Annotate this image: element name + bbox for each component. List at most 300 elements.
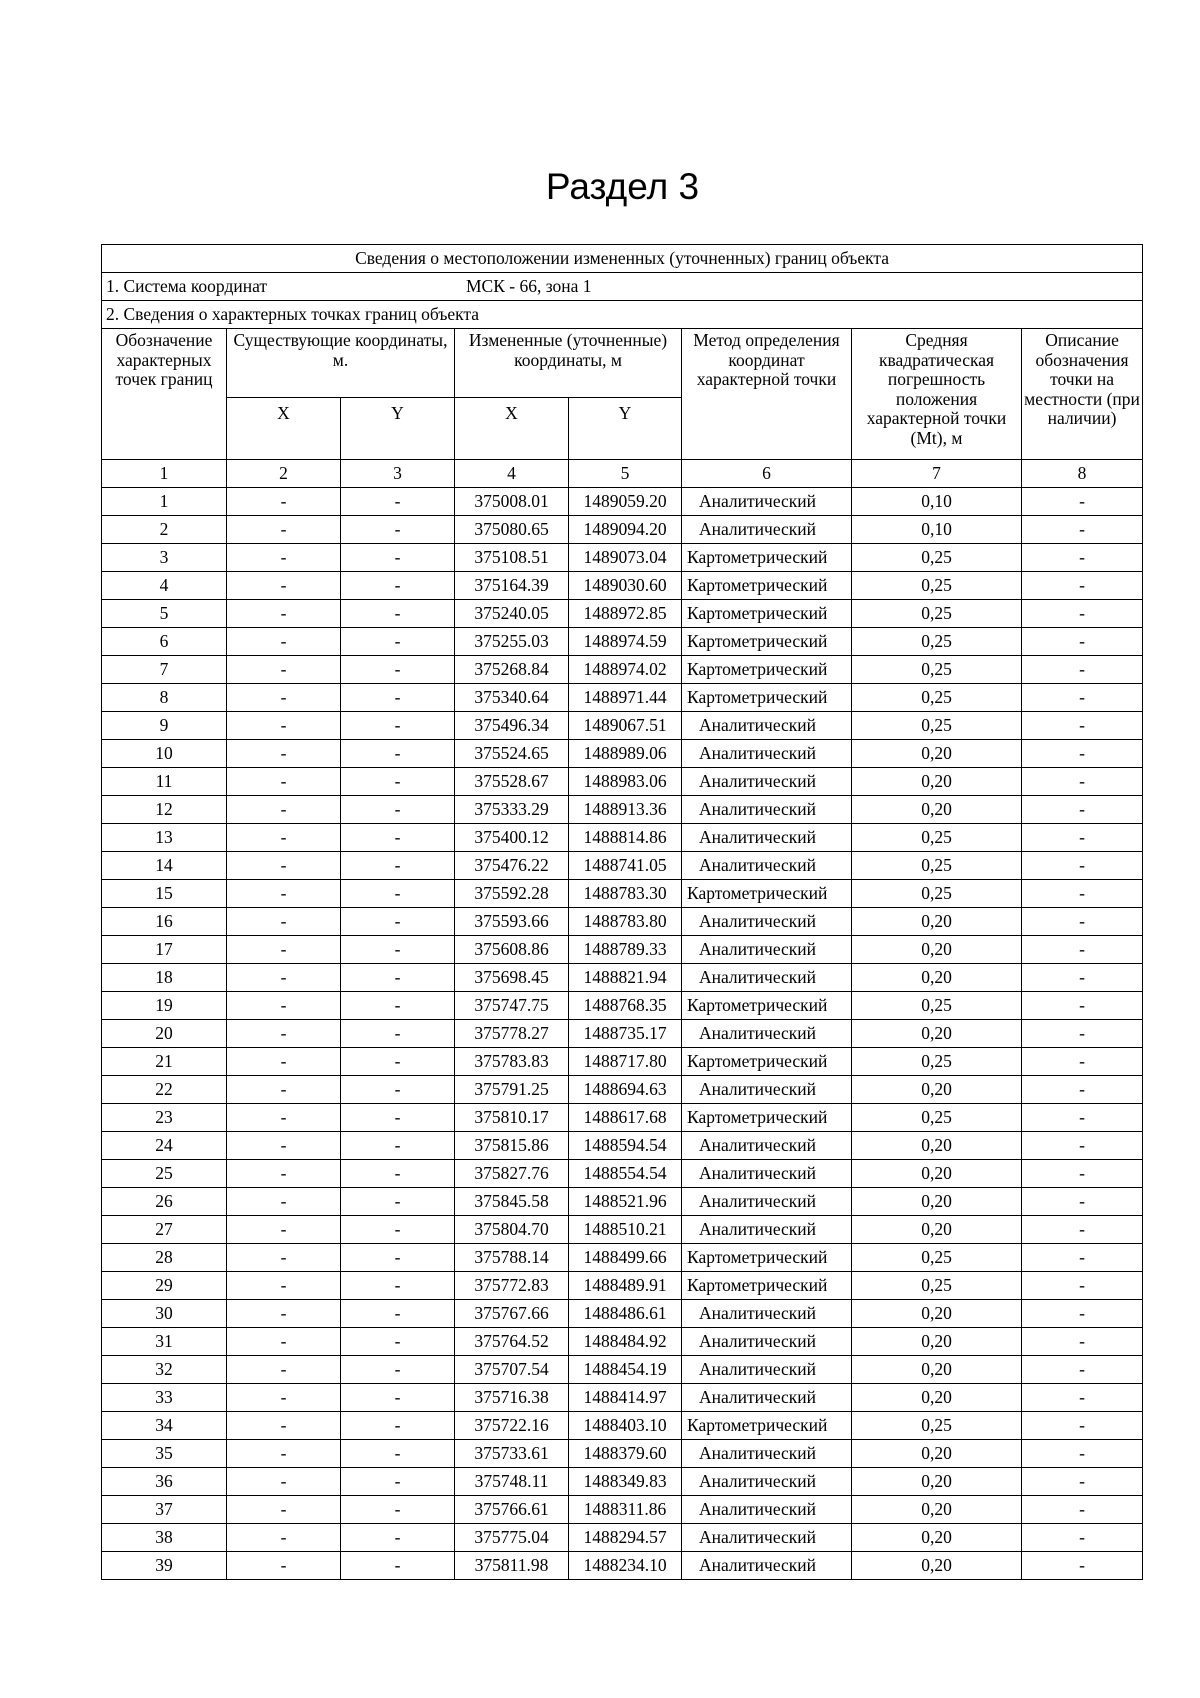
method: Аналитический xyxy=(682,516,852,544)
table-row xyxy=(102,1188,1143,1216)
point-description: - xyxy=(1022,1160,1143,1188)
existing-x: - xyxy=(227,1552,341,1580)
method: Картометрический xyxy=(682,684,852,712)
changed-y: 1488694.63 xyxy=(569,1076,682,1104)
changed-y: 1488414.97 xyxy=(569,1384,682,1412)
changed-x: 375476.22 xyxy=(455,852,569,880)
method: Аналитический xyxy=(682,908,852,936)
changed-y: 1488768.35 xyxy=(569,992,682,1020)
mean-error: 0,20 xyxy=(852,1132,1022,1160)
existing-y: - xyxy=(341,992,455,1020)
point-number: 34 xyxy=(102,1412,227,1440)
existing-y: - xyxy=(341,852,455,880)
table-row xyxy=(102,1496,1143,1524)
changed-x: 375268.84 xyxy=(455,656,569,684)
column-number: 7 xyxy=(852,460,1022,488)
table-row xyxy=(102,1552,1143,1580)
changed-x: 375788.14 xyxy=(455,1244,569,1272)
existing-x: - xyxy=(227,1412,341,1440)
changed-x: 375608.86 xyxy=(455,936,569,964)
existing-x: - xyxy=(227,1328,341,1356)
existing-x: - xyxy=(227,656,341,684)
existing-y: - xyxy=(341,712,455,740)
header-changed-y: Y xyxy=(569,398,682,460)
method: Аналитический xyxy=(682,796,852,824)
method: Аналитический xyxy=(682,824,852,852)
method: Аналитический xyxy=(682,852,852,880)
point-number: 27 xyxy=(102,1216,227,1244)
changed-y: 1489067.51 xyxy=(569,712,682,740)
point-description: - xyxy=(1022,1020,1143,1048)
table-row xyxy=(102,1160,1143,1188)
point-description: - xyxy=(1022,908,1143,936)
changed-y: 1488989.06 xyxy=(569,740,682,768)
existing-x: - xyxy=(227,1300,341,1328)
existing-y: - xyxy=(341,1104,455,1132)
mean-error: 0,25 xyxy=(852,1104,1022,1132)
existing-x: - xyxy=(227,1244,341,1272)
changed-x: 375593.66 xyxy=(455,908,569,936)
table-row xyxy=(102,628,1143,656)
method: Картометрический xyxy=(682,600,852,628)
point-description: - xyxy=(1022,992,1143,1020)
changed-y: 1489073.04 xyxy=(569,544,682,572)
existing-y: - xyxy=(341,488,455,516)
existing-x: - xyxy=(227,1272,341,1300)
coord-system-value: МСК - 66, зона 1 xyxy=(466,276,592,296)
method: Аналитический xyxy=(682,1188,852,1216)
mean-error: 0,20 xyxy=(852,1160,1022,1188)
method: Картометрический xyxy=(682,992,852,1020)
existing-x: - xyxy=(227,740,341,768)
point-description: - xyxy=(1022,1244,1143,1272)
existing-y: - xyxy=(341,880,455,908)
changed-x: 375845.58 xyxy=(455,1188,569,1216)
changed-x: 375496.34 xyxy=(455,712,569,740)
point-description: - xyxy=(1022,1104,1143,1132)
existing-x: - xyxy=(227,1384,341,1412)
changed-y: 1488499.66 xyxy=(569,1244,682,1272)
method: Аналитический xyxy=(682,1468,852,1496)
mean-error: 0,20 xyxy=(852,1020,1022,1048)
method: Аналитический xyxy=(682,1076,852,1104)
changed-x: 375764.52 xyxy=(455,1328,569,1356)
changed-y: 1488783.80 xyxy=(569,908,682,936)
point-number: 22 xyxy=(102,1076,227,1104)
point-number: 33 xyxy=(102,1384,227,1412)
changed-y: 1488349.83 xyxy=(569,1468,682,1496)
method: Аналитический xyxy=(682,1356,852,1384)
table-row xyxy=(102,992,1143,1020)
changed-x: 375255.03 xyxy=(455,628,569,656)
existing-x: - xyxy=(227,852,341,880)
method: Аналитический xyxy=(682,1496,852,1524)
point-description: - xyxy=(1022,1440,1143,1468)
point-description: - xyxy=(1022,1216,1143,1244)
point-number: 38 xyxy=(102,1524,227,1552)
existing-y: - xyxy=(341,656,455,684)
existing-y: - xyxy=(341,1468,455,1496)
coord-system-label: 1. Система координат xyxy=(106,276,268,296)
existing-x: - xyxy=(227,908,341,936)
mean-error: 0,20 xyxy=(852,936,1022,964)
point-number: 8 xyxy=(102,684,227,712)
existing-y: - xyxy=(341,684,455,712)
mean-error: 0,25 xyxy=(852,656,1022,684)
table-row xyxy=(102,768,1143,796)
mean-error: 0,25 xyxy=(852,628,1022,656)
changed-x: 375716.38 xyxy=(455,1384,569,1412)
mean-error: 0,10 xyxy=(852,516,1022,544)
point-number: 35 xyxy=(102,1440,227,1468)
method: Аналитический xyxy=(682,936,852,964)
changed-y: 1488913.36 xyxy=(569,796,682,824)
point-number: 32 xyxy=(102,1356,227,1384)
existing-x: - xyxy=(227,880,341,908)
table-row xyxy=(102,1020,1143,1048)
point-description: - xyxy=(1022,1496,1143,1524)
existing-y: - xyxy=(341,768,455,796)
changed-x: 375747.75 xyxy=(455,992,569,1020)
existing-x: - xyxy=(227,796,341,824)
changed-y: 1488983.06 xyxy=(569,768,682,796)
point-description: - xyxy=(1022,740,1143,768)
point-number: 23 xyxy=(102,1104,227,1132)
table-row xyxy=(102,712,1143,740)
point-number: 10 xyxy=(102,740,227,768)
point-description: - xyxy=(1022,544,1143,572)
changed-x: 375108.51 xyxy=(455,544,569,572)
existing-x: - xyxy=(227,1160,341,1188)
existing-y: - xyxy=(341,1440,455,1468)
existing-x: - xyxy=(227,1048,341,1076)
method: Аналитический xyxy=(682,1384,852,1412)
coord-system-row xyxy=(102,273,1143,301)
point-number: 2 xyxy=(102,516,227,544)
table-row xyxy=(102,1300,1143,1328)
changed-y: 1488814.86 xyxy=(569,824,682,852)
page-title: Раздел 3 xyxy=(545,166,700,207)
changed-x: 375400.12 xyxy=(455,824,569,852)
changed-y: 1488510.21 xyxy=(569,1216,682,1244)
method: Картометрический xyxy=(682,880,852,908)
point-description: - xyxy=(1022,684,1143,712)
table-row xyxy=(102,1132,1143,1160)
point-description: - xyxy=(1022,936,1143,964)
column-number: 1 xyxy=(102,460,227,488)
table-row xyxy=(102,684,1143,712)
existing-y: - xyxy=(341,1300,455,1328)
point-description: - xyxy=(1022,768,1143,796)
point-number: 9 xyxy=(102,712,227,740)
mean-error: 0,20 xyxy=(852,964,1022,992)
point-description: - xyxy=(1022,824,1143,852)
mean-error: 0,20 xyxy=(852,1496,1022,1524)
changed-x: 375804.70 xyxy=(455,1216,569,1244)
point-number: 31 xyxy=(102,1328,227,1356)
column-number: 5 xyxy=(569,460,682,488)
existing-x: - xyxy=(227,1132,341,1160)
point-description: - xyxy=(1022,964,1143,992)
point-description: - xyxy=(1022,1468,1143,1496)
changed-x: 375080.65 xyxy=(455,516,569,544)
changed-y: 1488489.91 xyxy=(569,1272,682,1300)
existing-x: - xyxy=(227,1468,341,1496)
point-description: - xyxy=(1022,852,1143,880)
point-description: - xyxy=(1022,1048,1143,1076)
point-description: - xyxy=(1022,880,1143,908)
point-number: 36 xyxy=(102,1468,227,1496)
existing-y: - xyxy=(341,1160,455,1188)
changed-y: 1488379.60 xyxy=(569,1440,682,1468)
changed-y: 1488617.68 xyxy=(569,1104,682,1132)
changed-y: 1488821.94 xyxy=(569,964,682,992)
table-row xyxy=(102,964,1143,992)
existing-x: - xyxy=(227,488,341,516)
mean-error: 0,20 xyxy=(852,1524,1022,1552)
point-number: 4 xyxy=(102,572,227,600)
changed-y: 1488311.86 xyxy=(569,1496,682,1524)
existing-x: - xyxy=(227,516,341,544)
mean-error: 0,20 xyxy=(852,796,1022,824)
existing-y: - xyxy=(341,1132,455,1160)
column-number: 8 xyxy=(1022,460,1143,488)
header-description: Описание обозначения точки на местности (при наличии) xyxy=(1022,329,1143,460)
method: Аналитический xyxy=(682,1328,852,1356)
point-number: 19 xyxy=(102,992,227,1020)
changed-y: 1488234.10 xyxy=(569,1552,682,1580)
table-row xyxy=(102,1104,1143,1132)
existing-y: - xyxy=(341,628,455,656)
existing-y: - xyxy=(341,908,455,936)
mean-error: 0,25 xyxy=(852,880,1022,908)
mean-error: 0,25 xyxy=(852,1272,1022,1300)
table-row xyxy=(102,600,1143,628)
existing-x: - xyxy=(227,936,341,964)
existing-x: - xyxy=(227,600,341,628)
method: Картометрический xyxy=(682,1412,852,1440)
changed-y: 1488484.92 xyxy=(569,1328,682,1356)
existing-y: - xyxy=(341,1412,455,1440)
existing-y: - xyxy=(341,824,455,852)
changed-y: 1488486.61 xyxy=(569,1300,682,1328)
point-number: 15 xyxy=(102,880,227,908)
point-description: - xyxy=(1022,488,1143,516)
mean-error: 0,20 xyxy=(852,1468,1022,1496)
method: Аналитический xyxy=(682,1020,852,1048)
mean-error: 0,25 xyxy=(852,1244,1022,1272)
table-row xyxy=(102,488,1143,516)
existing-y: - xyxy=(341,544,455,572)
method: Аналитический xyxy=(682,1216,852,1244)
header-designation: Обозначение характерных точек границ xyxy=(102,329,227,460)
existing-y: - xyxy=(341,516,455,544)
method: Картометрический xyxy=(682,544,852,572)
changed-y: 1488454.19 xyxy=(569,1356,682,1384)
changed-x: 375333.29 xyxy=(455,796,569,824)
method: Картометрический xyxy=(682,1048,852,1076)
column-number: 2 xyxy=(227,460,341,488)
method: Картометрический xyxy=(682,1104,852,1132)
header-changed-coords: Измененные (уточненные) координаты, м xyxy=(455,329,682,398)
changed-x: 375766.61 xyxy=(455,1496,569,1524)
existing-x: - xyxy=(227,684,341,712)
header-existing-x: X xyxy=(227,398,341,460)
mean-error: 0,25 xyxy=(852,544,1022,572)
existing-x: - xyxy=(227,572,341,600)
changed-y: 1488735.17 xyxy=(569,1020,682,1048)
method: Аналитический xyxy=(682,488,852,516)
point-description: - xyxy=(1022,1328,1143,1356)
method: Аналитический xyxy=(682,1524,852,1552)
existing-x: - xyxy=(227,1188,341,1216)
existing-y: - xyxy=(341,936,455,964)
changed-x: 375707.54 xyxy=(455,1356,569,1384)
table-row xyxy=(102,1328,1143,1356)
changed-y: 1488789.33 xyxy=(569,936,682,964)
point-number: 37 xyxy=(102,1496,227,1524)
existing-y: - xyxy=(341,1272,455,1300)
header-method: Метод определения координат характерной точки xyxy=(682,329,852,460)
mean-error: 0,20 xyxy=(852,1188,1022,1216)
table-row xyxy=(102,908,1143,936)
column-number: 6 xyxy=(682,460,852,488)
existing-y: - xyxy=(341,1020,455,1048)
existing-y: - xyxy=(341,1552,455,1580)
existing-y: - xyxy=(341,1244,455,1272)
existing-x: - xyxy=(227,1440,341,1468)
table-row xyxy=(102,796,1143,824)
existing-x: - xyxy=(227,544,341,572)
mean-error: 0,25 xyxy=(852,1412,1022,1440)
existing-y: - xyxy=(341,1524,455,1552)
mean-error: 0,20 xyxy=(852,1216,1022,1244)
changed-x: 375772.83 xyxy=(455,1272,569,1300)
point-number: 16 xyxy=(102,908,227,936)
changed-x: 375340.64 xyxy=(455,684,569,712)
table-row xyxy=(102,1272,1143,1300)
column-number: 3 xyxy=(341,460,455,488)
point-description: - xyxy=(1022,516,1143,544)
mean-error: 0,25 xyxy=(852,600,1022,628)
point-number: 3 xyxy=(102,544,227,572)
existing-y: - xyxy=(341,1356,455,1384)
mean-error: 0,25 xyxy=(852,684,1022,712)
point-number: 14 xyxy=(102,852,227,880)
point-description: - xyxy=(1022,1356,1143,1384)
mean-error: 0,25 xyxy=(852,1048,1022,1076)
changed-y: 1488594.54 xyxy=(569,1132,682,1160)
changed-y: 1488971.44 xyxy=(569,684,682,712)
point-description: - xyxy=(1022,1076,1143,1104)
existing-y: - xyxy=(341,1076,455,1104)
boundary-points-table xyxy=(101,244,1143,1580)
changed-y: 1488717.80 xyxy=(569,1048,682,1076)
changed-x: 375815.86 xyxy=(455,1132,569,1160)
mean-error: 0,25 xyxy=(852,992,1022,1020)
changed-y: 1488554.54 xyxy=(569,1160,682,1188)
changed-x: 375783.83 xyxy=(455,1048,569,1076)
existing-y: - xyxy=(341,964,455,992)
table-row xyxy=(102,1468,1143,1496)
point-number: 21 xyxy=(102,1048,227,1076)
method: Картометрический xyxy=(682,1244,852,1272)
method: Аналитический xyxy=(682,1160,852,1188)
point-description: - xyxy=(1022,600,1143,628)
table-row xyxy=(102,1356,1143,1384)
changed-x: 375524.65 xyxy=(455,740,569,768)
changed-x: 375240.05 xyxy=(455,600,569,628)
changed-y: 1489094.20 xyxy=(569,516,682,544)
changed-x: 375722.16 xyxy=(455,1412,569,1440)
changed-y: 1488974.59 xyxy=(569,628,682,656)
changed-x: 375775.04 xyxy=(455,1524,569,1552)
mean-error: 0,20 xyxy=(852,1356,1022,1384)
existing-y: - xyxy=(341,1188,455,1216)
point-number: 11 xyxy=(102,768,227,796)
existing-x: - xyxy=(227,1104,341,1132)
point-description: - xyxy=(1022,628,1143,656)
changed-y: 1488741.05 xyxy=(569,852,682,880)
point-number: 5 xyxy=(102,600,227,628)
changed-x: 375827.76 xyxy=(455,1160,569,1188)
point-number: 30 xyxy=(102,1300,227,1328)
method: Аналитический xyxy=(682,712,852,740)
changed-x: 375528.67 xyxy=(455,768,569,796)
method: Аналитический xyxy=(682,740,852,768)
method: Аналитический xyxy=(682,1300,852,1328)
column-numbers-row xyxy=(102,460,1143,488)
existing-x: - xyxy=(227,768,341,796)
table-row xyxy=(102,1076,1143,1104)
changed-x: 375164.39 xyxy=(455,572,569,600)
changed-y: 1488972.85 xyxy=(569,600,682,628)
method: Аналитический xyxy=(682,768,852,796)
header-changed-x: X xyxy=(455,398,569,460)
mean-error: 0,10 xyxy=(852,488,1022,516)
changed-y: 1488294.57 xyxy=(569,1524,682,1552)
mean-error: 0,25 xyxy=(852,572,1022,600)
table-row xyxy=(102,1412,1143,1440)
existing-y: - xyxy=(341,796,455,824)
point-number: 39 xyxy=(102,1552,227,1580)
section2-label: 2. Сведения о характерных точках границ объекта xyxy=(102,301,1143,329)
point-number: 26 xyxy=(102,1188,227,1216)
mean-error: 0,25 xyxy=(852,852,1022,880)
point-number: 6 xyxy=(102,628,227,656)
mean-error: 0,20 xyxy=(852,908,1022,936)
existing-y: - xyxy=(341,1384,455,1412)
existing-x: - xyxy=(227,1216,341,1244)
changed-y: 1488783.30 xyxy=(569,880,682,908)
point-description: - xyxy=(1022,1188,1143,1216)
changed-x: 375698.45 xyxy=(455,964,569,992)
existing-y: - xyxy=(341,572,455,600)
existing-x: - xyxy=(227,1076,341,1104)
changed-y: 1488403.10 xyxy=(569,1412,682,1440)
point-number: 28 xyxy=(102,1244,227,1272)
table-row xyxy=(102,936,1143,964)
method: Аналитический xyxy=(682,1440,852,1468)
changed-x: 375791.25 xyxy=(455,1076,569,1104)
existing-y: - xyxy=(341,600,455,628)
existing-x: - xyxy=(227,1496,341,1524)
existing-y: - xyxy=(341,1216,455,1244)
column-number: 4 xyxy=(455,460,569,488)
header-existing-y: Y xyxy=(341,398,455,460)
table-heading: Сведения о местоположении измененных (уточненных) границ объекта xyxy=(102,245,1143,273)
point-number: 20 xyxy=(102,1020,227,1048)
